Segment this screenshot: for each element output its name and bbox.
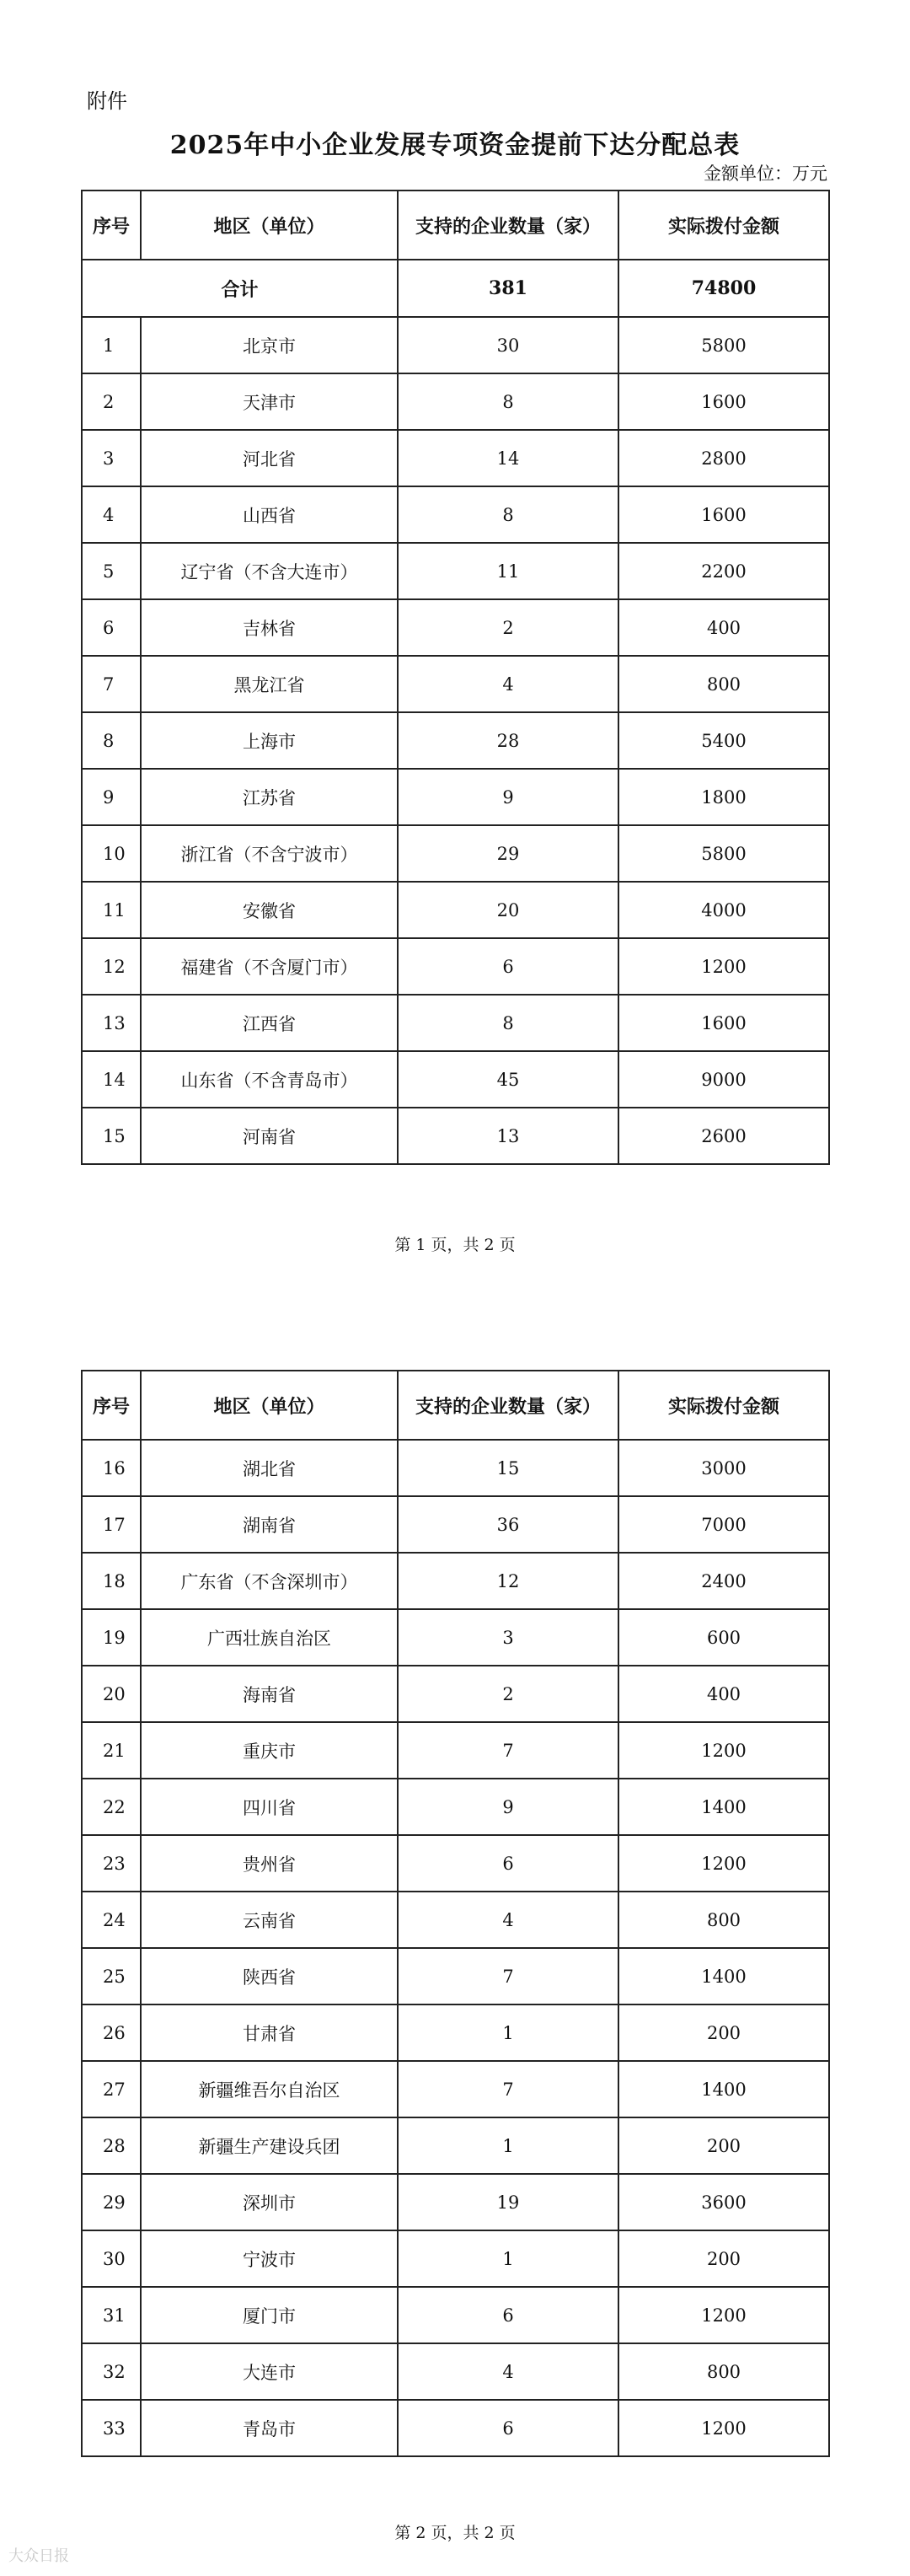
row-index: 12 <box>82 938 141 995</box>
row-enterprises: 12 <box>398 1553 618 1609</box>
page-1-rows <box>82 317 829 1164</box>
row-enterprises: 6 <box>398 938 618 995</box>
row-region: 广东省（不含深圳市） <box>141 1553 398 1609</box>
row-index: 19 <box>82 1609 141 1666</box>
row-enterprises: 13 <box>398 1108 618 1164</box>
table-row <box>82 1496 829 1553</box>
page-footer-2: 第 2 页，共 2 页 <box>394 2524 516 2542</box>
table-row <box>82 882 829 938</box>
row-index: 16 <box>82 1440 141 1496</box>
row-index: 3 <box>82 430 141 486</box>
row-region: 天津市 <box>141 373 398 430</box>
row-amount: 3000 <box>618 1440 829 1496</box>
table-row <box>82 2061 829 2117</box>
row-index: 5 <box>82 543 141 599</box>
row-amount: 1600 <box>618 373 829 430</box>
row-enterprises: 45 <box>398 1051 618 1108</box>
row-amount: 800 <box>618 1892 829 1948</box>
row-enterprises: 8 <box>398 373 618 430</box>
table-row <box>82 1948 829 2004</box>
row-amount: 800 <box>618 2343 829 2400</box>
row-enterprises: 8 <box>398 486 618 543</box>
total-label: 合计 <box>82 260 398 317</box>
row-amount: 200 <box>618 2230 829 2287</box>
table-row <box>82 712 829 769</box>
table-row <box>82 1779 829 1835</box>
row-region: 河南省 <box>141 1108 398 1164</box>
row-amount: 2200 <box>618 543 829 599</box>
header-enterprises: 支持的企业数量（家） <box>398 1371 618 1440</box>
row-amount: 5800 <box>618 825 829 882</box>
row-index: 7 <box>82 656 141 712</box>
table-row <box>82 1440 829 1496</box>
row-enterprises: 4 <box>398 656 618 712</box>
watermark: 大众日报 <box>8 2547 69 2565</box>
table-row <box>82 1892 829 1948</box>
row-enterprises: 20 <box>398 882 618 938</box>
header-enterprises: 支持的企业数量（家） <box>398 191 618 260</box>
table-row <box>82 1609 829 1666</box>
row-index: 13 <box>82 995 141 1051</box>
row-enterprises: 7 <box>398 2061 618 2117</box>
row-amount: 3600 <box>618 2174 829 2230</box>
row-enterprises: 28 <box>398 712 618 769</box>
table-row <box>82 825 829 882</box>
row-region: 辽宁省（不含大连市） <box>141 543 398 599</box>
row-enterprises: 30 <box>398 317 618 373</box>
row-region: 厦门市 <box>141 2287 398 2343</box>
table-row <box>82 2117 829 2174</box>
row-index: 22 <box>82 1779 141 1835</box>
table-row <box>82 2400 829 2456</box>
row-index: 32 <box>82 2343 141 2400</box>
row-amount: 1200 <box>618 938 829 995</box>
row-index: 1 <box>82 317 141 373</box>
row-region: 大连市 <box>141 2343 398 2400</box>
row-index: 27 <box>82 2061 141 2117</box>
table-row <box>82 317 829 373</box>
row-index: 2 <box>82 373 141 430</box>
row-region: 海南省 <box>141 1666 398 1722</box>
header-region: 地区（单位） <box>141 1371 398 1440</box>
row-amount: 7000 <box>618 1496 829 1553</box>
row-amount: 2800 <box>618 430 829 486</box>
row-enterprises: 1 <box>398 2117 618 2174</box>
table-row <box>82 2174 829 2230</box>
table-row <box>82 543 829 599</box>
row-amount: 1400 <box>618 1948 829 2004</box>
row-region: 山东省（不含青岛市） <box>141 1051 398 1108</box>
row-index: 8 <box>82 712 141 769</box>
row-region: 贵州省 <box>141 1835 398 1892</box>
row-region: 山西省 <box>141 486 398 543</box>
row-index: 23 <box>82 1835 141 1892</box>
row-region: 青岛市 <box>141 2400 398 2456</box>
table-row <box>82 2004 829 2061</box>
row-amount: 9000 <box>618 1051 829 1108</box>
table-row <box>82 938 829 995</box>
document-title: 2025年中小企业发展专项资金提前下达分配总表 <box>169 131 741 160</box>
table-row <box>82 2230 829 2287</box>
row-region: 江苏省 <box>141 769 398 825</box>
row-index: 24 <box>82 1892 141 1948</box>
header-region: 地区（单位） <box>141 191 398 260</box>
table-row <box>82 2343 829 2400</box>
row-region: 江西省 <box>141 995 398 1051</box>
header-amount: 实际拨付金额 <box>618 1371 829 1440</box>
row-amount: 800 <box>618 656 829 712</box>
row-amount: 600 <box>618 1609 829 1666</box>
page-2-rows <box>82 1440 829 2456</box>
row-region: 四川省 <box>141 1779 398 1835</box>
row-amount: 5400 <box>618 712 829 769</box>
total-amount: 74800 <box>618 260 829 317</box>
row-index: 21 <box>82 1722 141 1779</box>
header-amount: 实际拨付金额 <box>618 191 829 260</box>
row-amount: 1400 <box>618 1779 829 1835</box>
table-header-row <box>82 1371 829 1440</box>
row-enterprises: 6 <box>398 2400 618 2456</box>
row-index: 4 <box>82 486 141 543</box>
row-enterprises: 7 <box>398 1722 618 1779</box>
row-enterprises: 7 <box>398 1948 618 2004</box>
row-region: 深圳市 <box>141 2174 398 2230</box>
header-index: 序号 <box>82 191 141 260</box>
row-amount: 1400 <box>618 2061 829 2117</box>
total-enterprises: 381 <box>398 260 618 317</box>
row-enterprises: 6 <box>398 2287 618 2343</box>
row-index: 29 <box>82 2174 141 2230</box>
table-row <box>82 2287 829 2343</box>
row-index: 28 <box>82 2117 141 2174</box>
row-region: 广西壮族自治区 <box>141 1609 398 1666</box>
row-enterprises: 19 <box>398 2174 618 2230</box>
table-row <box>82 769 829 825</box>
row-enterprises: 36 <box>398 1496 618 1553</box>
row-amount: 4000 <box>618 882 829 938</box>
row-region: 湖南省 <box>141 1496 398 1553</box>
row-index: 17 <box>82 1496 141 1553</box>
table-row <box>82 1553 829 1609</box>
row-region: 重庆市 <box>141 1722 398 1779</box>
row-amount: 400 <box>618 599 829 656</box>
row-region: 北京市 <box>141 317 398 373</box>
row-enterprises: 29 <box>398 825 618 882</box>
row-index: 33 <box>82 2400 141 2456</box>
row-index: 25 <box>82 1948 141 2004</box>
row-amount: 1200 <box>618 2400 829 2456</box>
row-index: 30 <box>82 2230 141 2287</box>
row-enterprises: 1 <box>398 2230 618 2287</box>
row-enterprises: 9 <box>398 769 618 825</box>
header-index: 序号 <box>82 1371 141 1440</box>
row-region: 安徽省 <box>141 882 398 938</box>
row-amount: 5800 <box>618 317 829 373</box>
row-amount: 1600 <box>618 995 829 1051</box>
row-enterprises: 2 <box>398 599 618 656</box>
row-index: 18 <box>82 1553 141 1609</box>
allocation-table-page-2 <box>81 1370 830 2457</box>
row-amount: 200 <box>618 2004 829 2061</box>
table-row <box>82 1666 829 1722</box>
row-index: 9 <box>82 769 141 825</box>
row-region: 黑龙江省 <box>141 656 398 712</box>
row-amount: 2400 <box>618 1553 829 1609</box>
table-row <box>82 486 829 543</box>
attachment-label: 附件 <box>87 89 127 113</box>
table-row <box>82 373 829 430</box>
row-enterprises: 3 <box>398 1609 618 1666</box>
row-index: 20 <box>82 1666 141 1722</box>
row-region: 新疆生产建设兵团 <box>141 2117 398 2174</box>
total-row <box>82 260 829 317</box>
row-region: 湖北省 <box>141 1440 398 1496</box>
row-region: 新疆维吾尔自治区 <box>141 2061 398 2117</box>
row-enterprises: 8 <box>398 995 618 1051</box>
row-enterprises: 2 <box>398 1666 618 1722</box>
row-region: 宁波市 <box>141 2230 398 2287</box>
table-row <box>82 656 829 712</box>
table-row <box>82 1108 829 1164</box>
row-enterprises: 6 <box>398 1835 618 1892</box>
table-row <box>82 430 829 486</box>
row-enterprises: 9 <box>398 1779 618 1835</box>
row-amount: 1200 <box>618 1722 829 1779</box>
row-region: 吉林省 <box>141 599 398 656</box>
allocation-table-page-1 <box>81 190 830 1165</box>
row-amount: 2600 <box>618 1108 829 1164</box>
table-row <box>82 1051 829 1108</box>
row-index: 11 <box>82 882 141 938</box>
row-region: 云南省 <box>141 1892 398 1948</box>
table-row <box>82 1722 829 1779</box>
table-row <box>82 1835 829 1892</box>
row-enterprises: 4 <box>398 2343 618 2400</box>
row-region: 河北省 <box>141 430 398 486</box>
row-index: 10 <box>82 825 141 882</box>
row-amount: 200 <box>618 2117 829 2174</box>
row-index: 31 <box>82 2287 141 2343</box>
row-region: 福建省（不含厦门市） <box>141 938 398 995</box>
row-amount: 400 <box>618 1666 829 1722</box>
row-amount: 1800 <box>618 769 829 825</box>
row-index: 26 <box>82 2004 141 2061</box>
row-enterprises: 14 <box>398 430 618 486</box>
table-row <box>82 599 829 656</box>
row-index: 6 <box>82 599 141 656</box>
row-enterprises: 11 <box>398 543 618 599</box>
row-enterprises: 4 <box>398 1892 618 1948</box>
row-region: 甘肃省 <box>141 2004 398 2061</box>
row-enterprises: 15 <box>398 1440 618 1496</box>
amount-unit-label: 金额单位：万元 <box>704 164 827 184</box>
row-index: 15 <box>82 1108 141 1164</box>
row-amount: 1200 <box>618 1835 829 1892</box>
row-region: 浙江省（不含宁波市） <box>141 825 398 882</box>
row-amount: 1600 <box>618 486 829 543</box>
row-enterprises: 1 <box>398 2004 618 2061</box>
row-index: 14 <box>82 1051 141 1108</box>
row-region: 陕西省 <box>141 1948 398 2004</box>
row-amount: 1200 <box>618 2287 829 2343</box>
row-region: 上海市 <box>141 712 398 769</box>
page-footer-1: 第 1 页，共 2 页 <box>394 1236 516 1254</box>
table-header-row <box>82 191 829 260</box>
table-row <box>82 995 829 1051</box>
